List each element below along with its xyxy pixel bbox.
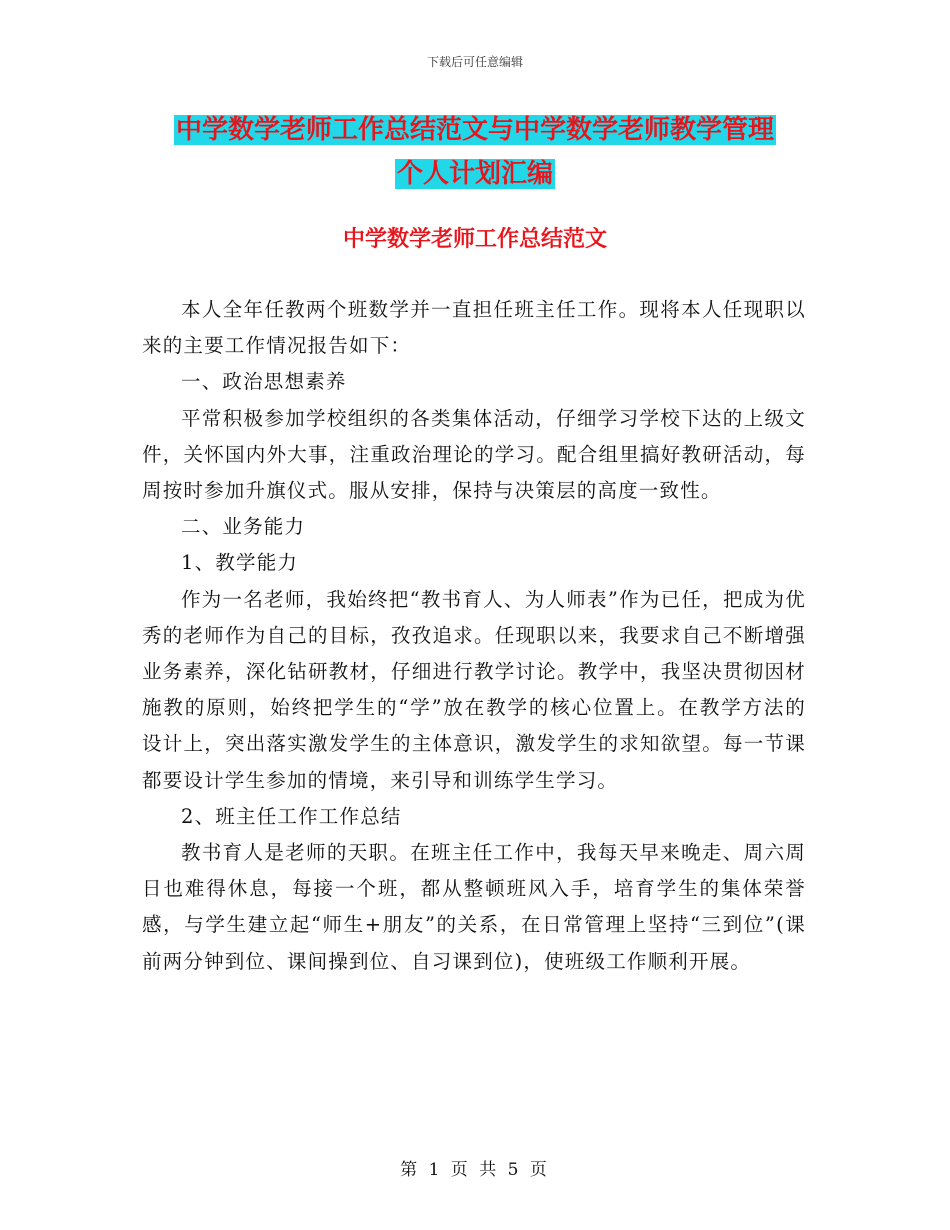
paragraph-teaching: 作为一名老师，我始终把“教书育人、为人师表”作为已任，把成为优秀的老师作为自己的目标，孜孜追求。任现职以来，我要求自己不断增强业务素养，深化钻研教材，仔细进行教学讨论。教学中，我坚决贯彻因材施教的原则，始终把学生的“学”放在教学的核心位置上。在教学方法的设计上，突出落实激发学生的主体意识，激发学生的求知欲望。每一节课都要设计学生参加的情境，来引导和训练学生学习。 bbox=[142, 587, 806, 792]
document-title-line-1-text: 中学数学老师工作总结范文与中学数学老师教学管理 bbox=[175, 115, 774, 145]
paragraph-political: 平常积极参加学校组织的各类集体活动，仔细学习学校下达的上级文件，关怀国内外大事，注重政治理论的学习。配合组里搞好教研活动，每周按时参加升旗仪式。服从安排，保持与决策层的高度一致性。 bbox=[142, 406, 806, 503]
document-title-line-2 bbox=[0, 156, 950, 192]
heading-political: 一、政治思想素养 bbox=[181, 370, 347, 394]
section-title: 中学数学老师工作总结范文 bbox=[342, 227, 607, 252]
page-number: 第 1 页 共 5 页 bbox=[400, 1160, 550, 1180]
paragraph-intro: 本人全年任教两个班数学并一直担任班主任工作。现将本人任现职以来的主要工作情况报告如下： bbox=[142, 298, 806, 358]
header-note: 下载后可任意编辑 bbox=[426, 55, 523, 69]
document-title-line-2-text: 个人计划汇编 bbox=[396, 159, 553, 189]
document-body bbox=[142, 292, 806, 980]
document-title-line-1 bbox=[0, 112, 950, 148]
heading-teaching: 1、教学能力 bbox=[181, 551, 299, 575]
heading-class-teacher: 2、班主任工作工作总结 bbox=[181, 804, 402, 828]
paragraph-class-teacher: 教书育人是老师的天职。在班主任工作中，我每天早来晚走、周六周日也难得休息，每接一个班，都从整顿班风入手，培育学生的集体荣誉感，与学生建立起“师生+朋友”的关系，在日常管理上坚持“三到位”(课前两分钟到位、课间操到位、自习课到位)，使班级工作顺利开展。 bbox=[142, 841, 806, 973]
heading-business: 二、业务能力 bbox=[181, 515, 306, 539]
